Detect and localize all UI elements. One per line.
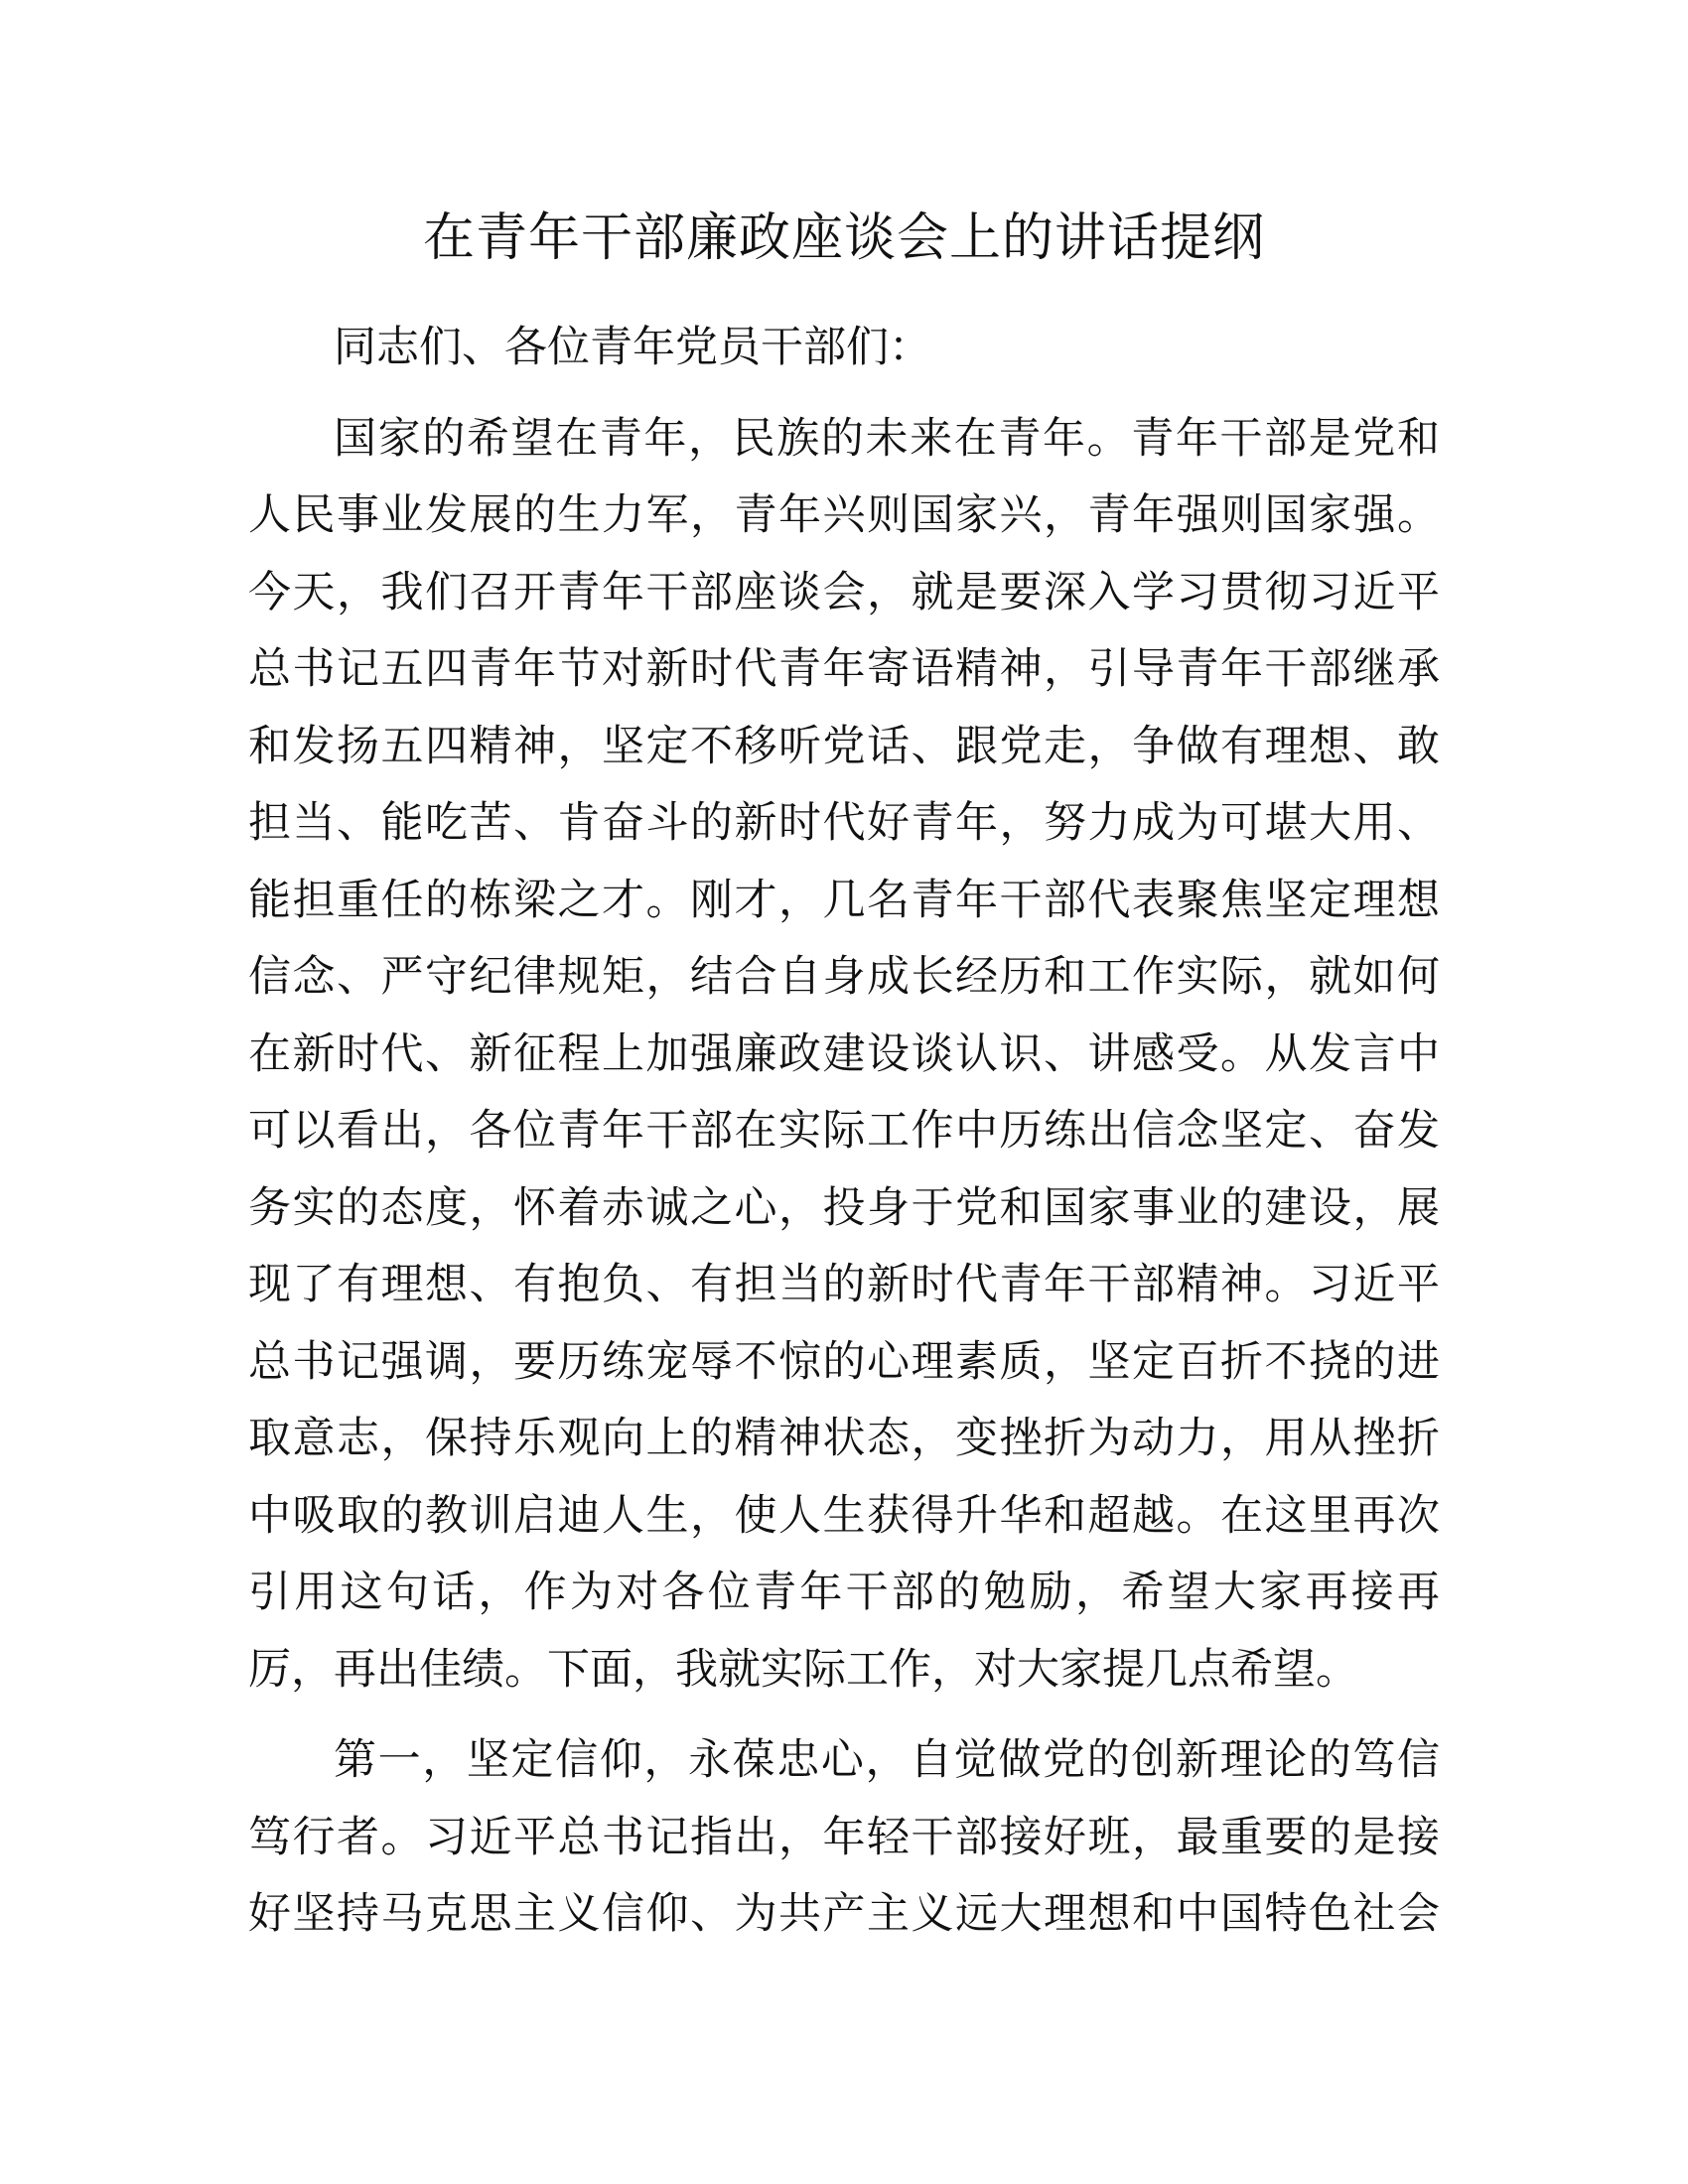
- text-line: 能担重任的栋梁之才。刚才，几名青年干部代表聚焦坚定理想: [248, 875, 1440, 925]
- text-line: 担当、能吃苦、肯奋斗的新时代好青年，努力成为可堪大用、: [248, 798, 1440, 848]
- text-line: 第一，坚定信仰，永葆忠心，自觉做党的创新理论的笃信: [334, 1735, 1440, 1785]
- text-line: 总书记强调，要历练宠辱不惊的心理素质，坚定百折不挠的进: [248, 1336, 1440, 1387]
- paragraph-point-one: [248, 1722, 1440, 1954]
- text-line: 和发扬五四精神，坚定不移听党话、跟党走，争做有理想、敢: [248, 721, 1440, 771]
- text-line: 取意志，保持乐观向上的精神状态，变挫折为动力，用从挫折: [248, 1414, 1440, 1463]
- paragraph-introduction: [248, 401, 1440, 1709]
- text-line: 笃行者。习近平总书记指出，年轻干部接好班，最重要的是接: [248, 1812, 1440, 1862]
- text-line: 今天，我们召开青年干部座谈会，就是要深入学习贯彻习近平: [248, 567, 1440, 617]
- document-title: 在青年干部廉政座谈会上的讲话提纲: [422, 208, 1265, 268]
- text-line: 务实的态度，怀着赤诚之心，投身于党和国家事业的建设，展: [248, 1182, 1440, 1233]
- text-line: 人民事业发展的生力军，青年兴则国家兴，青年强则国家强。: [248, 490, 1440, 540]
- text-line: 现了有理想、有抱负、有担当的新时代青年干部精神。习近平: [248, 1260, 1440, 1309]
- text-line: 中吸取的教训启迪人生，使人生获得升华和超越。在这里再次: [248, 1490, 1440, 1541]
- text-line: 国家的希望在青年，民族的未来在青年。青年干部是党和: [334, 413, 1440, 464]
- text-line: 信念、严守纪律规矩，结合自身成长经历和工作实际，就如何: [248, 952, 1440, 1002]
- text-line: 总书记五四青年节对新时代青年寄语精神，引导青年干部继承: [248, 644, 1440, 694]
- text-line: 同志们、各位青年党员干部们：: [334, 323, 931, 372]
- paragraph-salutation: [248, 310, 1440, 387]
- text-line: 好坚持马克思主义信仰、为共产主义远大理想和中国特色社会: [248, 1889, 1440, 1939]
- text-line: 厉，再出佳绩。下面，我就实际工作，对大家提几点希望。: [248, 1644, 1358, 1695]
- text-line: 可以看出，各位青年干部在实际工作中历练出信念坚定、奋发: [248, 1106, 1440, 1156]
- text-line: 引用这句话，作为对各位青年干部的勉励，希望大家再接再: [248, 1568, 1440, 1617]
- document-body: [248, 310, 1440, 1968]
- text-line: 在新时代、新征程上加强廉政建设谈认识、讲感受。从发言中: [248, 1028, 1440, 1079]
